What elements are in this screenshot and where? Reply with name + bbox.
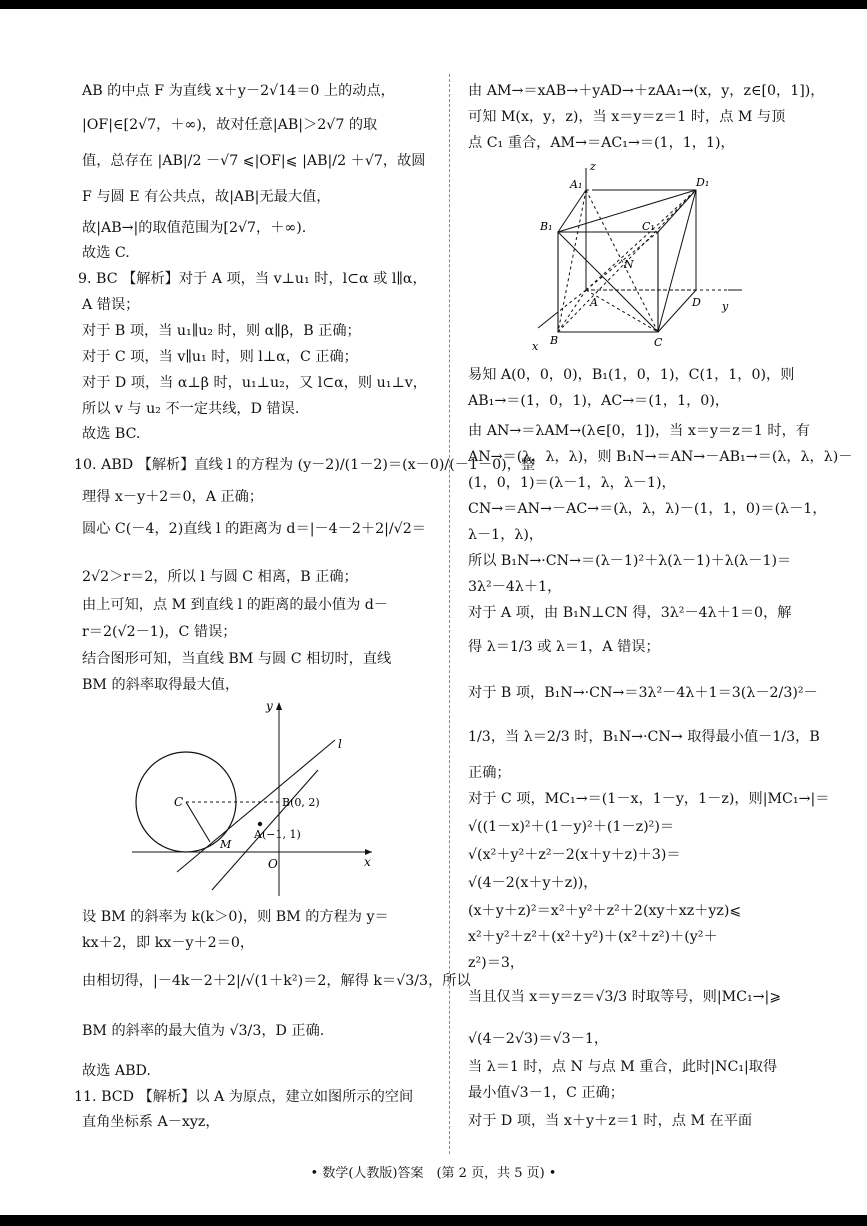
text-line: kx＋2，即 kx－y＋2＝0， (82, 935, 255, 951)
vertex-label-a1: A₁ (570, 178, 583, 191)
text-line: CN→＝AN→－AC→＝(λ，λ，λ)－(1，1，0)＝(λ－1， (468, 501, 827, 517)
vertex-label-b1: B₁ (540, 220, 553, 233)
text-line: 结合图形可知，当直线 BM 与圆 C 相切时，直线 (82, 651, 392, 667)
axis-label-y: y (722, 300, 729, 313)
text-line: 最小值√3－1，C 正确； (468, 1085, 624, 1101)
text-line: 所以 B₁N→·CN→＝(λ－1)²＋λ(λ－1)＋λ(λ－1)＝ (468, 553, 792, 569)
text-line: 由上可知，点 M 到直线 l 的距离的最小值为 d－ (82, 597, 389, 613)
text-line: 正确； (468, 765, 511, 781)
text-line: F 与圆 E 有公共点，故|AB|无最大值， (82, 189, 331, 205)
vertex-label-c1: C₁ (642, 220, 655, 233)
text-line: AN→＝(λ，λ，λ)，则 B₁N→＝AN→－AB₁→＝(λ，λ，λ)－ (468, 449, 853, 465)
text-line: 故选 C. (82, 245, 130, 261)
text-line: 当 λ＝1 时，点 N 与点 M 重合，此时|NC₁|取得 (468, 1059, 778, 1075)
text-line: 可知 M(x，y，z)，当 x＝y＝z＝1 时，点 M 与顶 (468, 109, 786, 125)
question-11-heading: 11. BCD 【解析】以 A 为原点，建立如图所示的空间 (74, 1089, 414, 1105)
text-line: 对于 D 项，当 α⊥β 时，u₁⊥u₂，又 l⊂α，则 u₁⊥v， (82, 375, 427, 391)
text-line: √((1－x)²＋(1－y)²＋(1－z)²)＝ (468, 819, 675, 835)
top-border (0, 0, 867, 9)
text-line: 3λ²－4λ＋1， (468, 579, 562, 595)
axis-label-z: z (590, 160, 596, 173)
text-line: √(x²＋y²＋z²－2(x＋y＋z)＋3)＝ (468, 847, 681, 863)
text-line: λ－1，λ)， (468, 527, 544, 543)
text-line: A 错误； (82, 297, 140, 313)
text-line: 得 λ＝1/3 或 λ＝1，A 错误； (468, 639, 660, 655)
text-line: 故选 BC. (82, 426, 141, 442)
text-line: 由 AM→＝xAB→＋yAD→＋zAA₁→(x，y，z∈[0，1])， (468, 83, 825, 99)
text-line: 对于 A 项，由 B₁N⊥CN 得，3λ²－4λ＋1＝0，解 (468, 605, 792, 621)
point-label-b: B(0, 2) (282, 796, 320, 809)
text-line: 由相切得，|－4k－2＋2|/√(1＋k²)＝2，解得 k＝√3/3，所以 (82, 973, 471, 989)
text-line: 故选 ABD. (82, 1063, 151, 1079)
text-line: AB₁→＝(1，0，1)，AC→＝(1，1，0)， (468, 393, 730, 409)
text-line: BM 的斜率的最大值为 √3/3，D 正确. (82, 1023, 325, 1039)
vertex-label-d1: D₁ (696, 176, 710, 189)
point-label-c: C (174, 795, 184, 809)
text-line: 当且仅当 x＝y＝z＝√3/3 时取等号，则|MC₁→|⩾ (468, 989, 782, 1005)
column-divider (449, 74, 450, 1154)
text-line: 对于 D 项，当 x＋y＋z＝1 时，点 M 在平面 (468, 1113, 753, 1129)
text-line: r＝2(√2－1)，C 错误； (82, 624, 237, 640)
text-line: 易知 A(0，0，0)，B₁(1，0，1)，C(1，1，0)，则 (468, 367, 795, 383)
point-label-m: M (220, 838, 232, 851)
axis-label-x: x (364, 855, 371, 869)
page-footer: • 数学(人教版)答案 (第 2 页，共 5 页) • (310, 1166, 557, 1181)
circle-tangent-figure (82, 698, 434, 898)
vertex-label-b: B (550, 334, 559, 347)
text-line: √(4－2(x＋y＋z))， (468, 875, 598, 891)
text-line: 1/3，当 λ＝2/3 时，B₁N→·CN→ 取得最小值－1/3，B (468, 729, 820, 745)
text-line: 由 AN→＝λAM→(λ∈[0，1])，当 x＝y＝z＝1 时，有 (468, 423, 810, 439)
text-line: BM 的斜率取得最大值， (82, 677, 240, 693)
text-line: √(4－2√3)＝√3－1， (468, 1031, 609, 1047)
text-line: |OF|∈[2√7，＋∞)，故对任意|AB|＞2√7 的取 (82, 117, 378, 133)
cube-figure (528, 160, 748, 360)
text-line: 2√2＞r＝2，所以 l 与圆 C 相离，B 正确； (82, 569, 358, 585)
text-line: 故|AB→|的取值范围为[2√7，＋∞). (82, 220, 307, 236)
text-line: 设 BM 的斜率为 k(k＞0)，则 BM 的方程为 y＝ (82, 909, 389, 925)
vertex-label-d: D (692, 296, 701, 309)
origin-label-o: O (268, 857, 278, 871)
line-label-l: l (338, 737, 342, 751)
vertex-label-c: C (654, 336, 663, 349)
text-line: x²＋y²＋z²＋(x²＋y²)＋(x²＋z²)＋(y²＋ (468, 929, 718, 945)
bottom-border (0, 1215, 867, 1226)
text-line: (1，0，1)＝(λ－1，λ，λ－1)， (468, 475, 676, 491)
text-line: 点 C₁ 重合，AM→＝AC₁→＝(1，1，1)， (468, 135, 735, 151)
point-label-n: N (624, 258, 634, 271)
axis-label-y: y (266, 699, 273, 713)
text-line: 对于 C 项，MC₁→＝(1－x，1－y，1－z)，则|MC₁→|＝ (468, 791, 830, 807)
text-line: 理得 x－y＋2＝0，A 正确； (82, 489, 264, 505)
question-9-heading: 9. BC 【解析】对于 A 项，当 v⊥u₁ 时，l⊂α 或 l∥α， (78, 271, 427, 287)
question-10-heading: 10. ABD 【解析】直线 l 的方程为 (y－2)/(1－2)＝(x－0)/(－1－0)，整 (74, 457, 536, 473)
axis-label-x: x (532, 340, 539, 353)
text-line: 直角坐标系 A－xyz， (82, 1114, 220, 1130)
text-line: 对于 B 项，B₁N→·CN→＝3λ²－4λ＋1＝3(λ－2/3)²－ (468, 685, 818, 701)
text-line: (x＋y＋z)²＝x²＋y²＋z²＋2(xy＋xz＋yz)⩽ (468, 903, 742, 919)
text-line: 所以 v 与 u₂ 不一定共线，D 错误. (82, 401, 300, 417)
text-line: 圆心 C(－4，2)直线 l 的距离为 d＝|－4－2＋2|/√2＝ (82, 521, 426, 537)
text-line: 对于 C 项，当 v∥u₁ 时，则 l⊥α，C 正确； (82, 349, 358, 365)
text-line: z²)＝3， (468, 955, 525, 971)
vertex-label-a: A (590, 296, 598, 309)
point-label-a: A(−1, 1) (254, 828, 301, 841)
text-line: AB 的中点 F 为直线 x＋y－2√14＝0 上的动点， (82, 83, 395, 99)
text-line: 对于 B 项，当 u₁∥u₂ 时，则 α∥β，B 正确； (82, 323, 361, 339)
text-line: 值，总存在 |AB|/2 －√7 ⩽|OF|⩽ |AB|/2 ＋√7，故圆 (82, 153, 426, 169)
